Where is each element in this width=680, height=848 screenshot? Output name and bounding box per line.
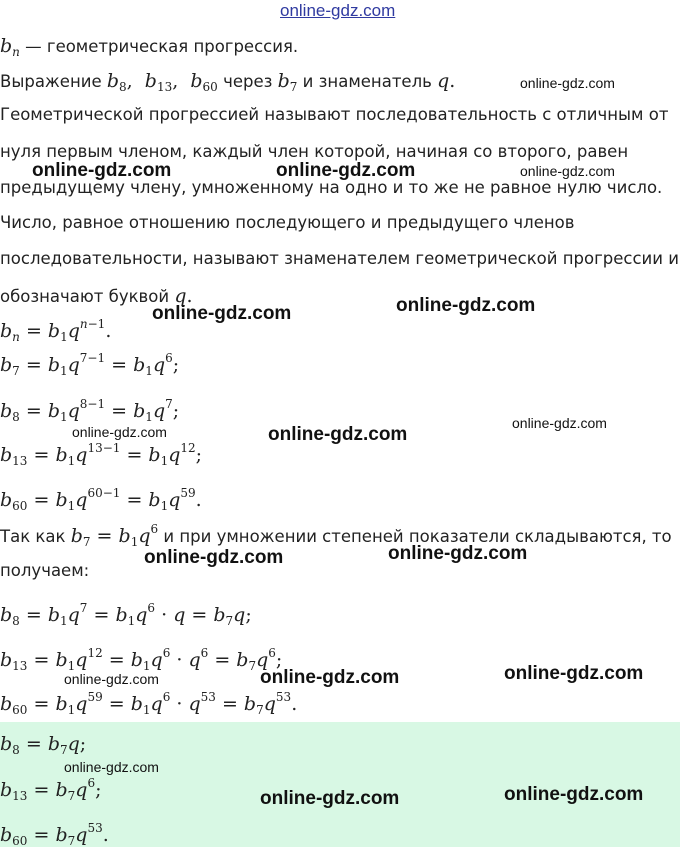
- since-text-a: Так как: [0, 527, 71, 546]
- formula-b8-b13-b60: $b_8$, $b_{13}$, $b_{60}$: [106, 70, 218, 94]
- definition-line-4: Число, равное отношению последующего и предыдущего членов: [0, 213, 575, 232]
- definition-text-6: обозначают буквой: [0, 287, 175, 306]
- intro-line-2: [0, 68, 455, 94]
- watermark-top: online-gdz.com: [280, 1, 396, 20]
- definition-line-1: Геометрической прогрессией называют последовательность с отличным от: [0, 105, 669, 124]
- definition-line-3: предыдущему члену, умноженному на одно и то же не равное нулю число.: [0, 178, 663, 197]
- intro-text-1: — геометрическая прогрессия.: [19, 37, 299, 56]
- intro-line-1: [0, 33, 298, 59]
- watermark: online-gdz.com: [260, 667, 400, 688]
- definition-line-5: последовательности, называют знаменателем геометрической прогрессии и: [0, 249, 679, 268]
- formula-b8-derive: $b_8 = b_1q^7 = b_1q^6 \cdot q = b_7q$;: [0, 601, 252, 628]
- watermark: online-gdz.com: [152, 303, 292, 324]
- watermark: online-gdz.com: [396, 295, 536, 316]
- since-line: [0, 523, 672, 549]
- intro-text-2a: Выражение: [0, 72, 107, 91]
- watermark: online-gdz.com: [64, 759, 159, 775]
- watermark: online-gdz.com: [512, 415, 607, 431]
- watermark: online-gdz.com: [276, 160, 416, 181]
- watermark: online-gdz.com: [32, 160, 172, 181]
- answer-b8: $b_8 = b_7q$;: [0, 733, 87, 757]
- watermark: online-gdz.com: [260, 788, 400, 809]
- formula-b60-expand: $b_{60} = b_1q^{60-1} = b_1q^{59}$.: [0, 486, 202, 513]
- answer-b60: $b_{60} = b_7q^{53}$.: [0, 821, 109, 848]
- formula-bn-general: $b_n = b_1q^{n-1}$.: [0, 317, 112, 344]
- get-line: получаем:: [0, 561, 90, 580]
- watermark: online-gdz.com: [72, 424, 167, 440]
- watermark: online-gdz.com: [504, 663, 644, 684]
- formula-b13-derive: $b_{13} = b_1q^{12} = b_1q^6 \cdot q^6 = b_7q^6$;: [0, 646, 283, 673]
- formula-bn: $b_n$: [0, 35, 20, 59]
- watermark: online-gdz.com: [388, 543, 528, 564]
- answer-b13: $b_{13} = b_7q^6$;: [0, 776, 102, 803]
- since-text-b: и при умножении степеней показатели складываются, то: [158, 527, 672, 546]
- definition-line-2: нуля первым членом, каждый член которой, начиная со второго, равен: [0, 142, 629, 161]
- watermark: online-gdz.com: [268, 424, 408, 445]
- formula-q-2: q.: [174, 285, 193, 307]
- intro-text-2c: и знаменатель: [297, 72, 438, 91]
- formula-b7-inline: $b_7 = b_1q^6$: [70, 522, 159, 549]
- watermark: online-gdz.com: [520, 75, 615, 91]
- watermark: online-gdz.com: [520, 163, 615, 179]
- watermark: online-gdz.com: [64, 671, 159, 687]
- watermark: online-gdz.com: [504, 784, 644, 805]
- formula-b7: $b_7$: [277, 70, 298, 94]
- formula-b13-expand: $b_{13} = b_1q^{13-1} = b_1q^{12}$;: [0, 441, 203, 468]
- formula-b7-expand: $b_7 = b_1q^{7-1} = b_1q^6$;: [0, 351, 180, 378]
- watermark: online-gdz.com: [144, 547, 284, 568]
- intro-text-2b: через: [217, 72, 278, 91]
- formula-b8-expand: $b_8 = b_1q^{8-1} = b_1q^7$;: [0, 397, 180, 424]
- formula-b60-derive: $b_{60} = b_1q^{59} = b_1q^6 \cdot q^{53} = b_7q^{53}$.: [0, 690, 298, 717]
- formula-q: q.: [437, 70, 456, 92]
